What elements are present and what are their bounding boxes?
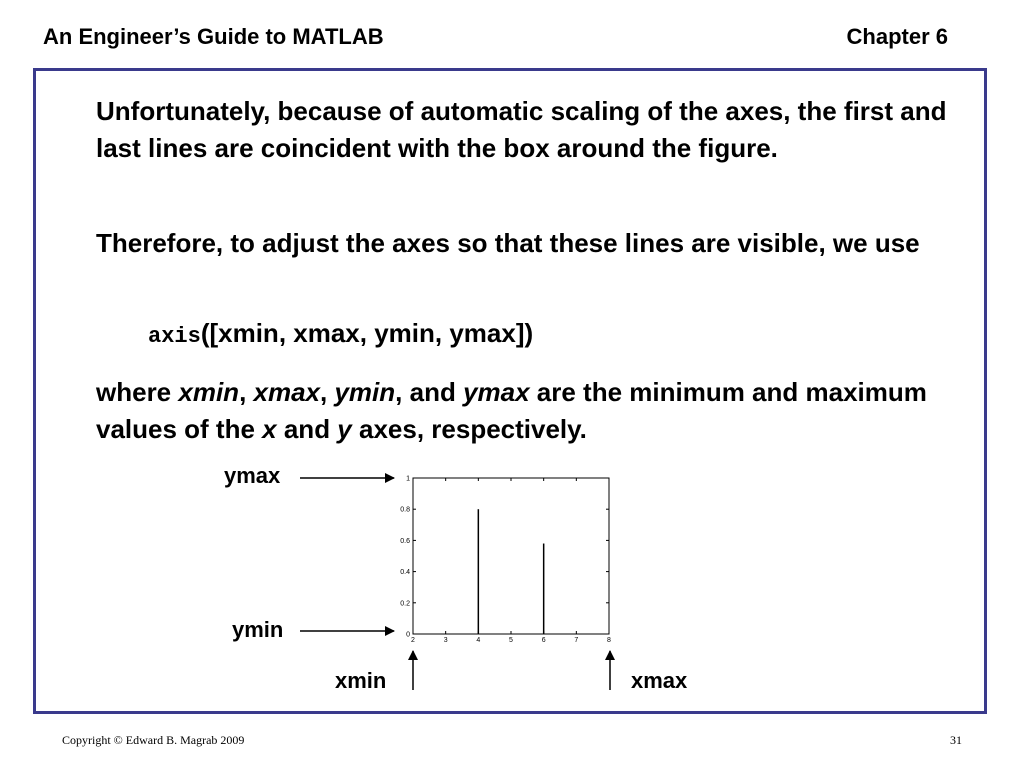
x-tick-label: 5 — [509, 637, 513, 644]
y-tick-label: 0.8 — [400, 506, 410, 514]
paragraph-adjust: Therefore, to adjust the axes so that these lines are visible, we use — [96, 228, 920, 258]
text-segment: axes, respectively. — [351, 414, 587, 444]
x-tick-label: 6 — [541, 637, 546, 644]
paragraph-scaling: Unfortunately, because of automatic scaling of the axes, the first and last lines are coincident with the box around the figure. — [96, 96, 947, 163]
text-segment: , — [239, 377, 254, 407]
y-tick-label: 0.2 — [400, 600, 410, 608]
x-tick-label: 7 — [574, 637, 579, 644]
code-args: ([xmin, xmax, ymin, ymax]) — [200, 318, 534, 348]
ymax-label: ymax — [224, 463, 281, 488]
var-ymax: ymax — [463, 377, 530, 407]
text-segment: , — [320, 377, 335, 407]
x-tick-label: 8 — [607, 637, 611, 644]
var-x: x — [262, 414, 277, 444]
x-tick-label: 2 — [411, 637, 415, 644]
code-function: axis — [148, 324, 201, 349]
var-xmin: xmin — [178, 377, 240, 407]
var-y: y — [337, 414, 352, 444]
chapter-label: Chapter 6 — [846, 24, 948, 49]
plot-area — [400, 476, 611, 645]
var-xmax: xmax — [253, 377, 321, 407]
plot-box — [413, 478, 609, 634]
y-tick-label: 0.4 — [400, 569, 410, 577]
copyright: Copyright © Edward B. Magrab 2009 — [62, 733, 245, 747]
text-segment: where — [96, 377, 179, 407]
xmin-label: xmin — [335, 668, 387, 693]
page-number: 31 — [950, 733, 962, 747]
var-ymin: ymin — [334, 377, 396, 407]
x-tick-label: 4 — [476, 637, 481, 644]
text-segment: , and — [395, 377, 464, 407]
header-title: An Engineer’s Guide to MATLAB — [43, 24, 384, 49]
text-segment: and — [276, 414, 338, 444]
xmax-label: xmax — [631, 668, 688, 693]
ymin-label: ymin — [232, 617, 284, 642]
text-segment: are the minimum and maximum values of the — [96, 377, 927, 444]
y-tick-label: 0.6 — [400, 537, 410, 545]
x-tick-label: 3 — [443, 637, 448, 644]
y-tick-label: 0 — [406, 631, 410, 639]
y-tick-label: 1 — [406, 475, 410, 483]
